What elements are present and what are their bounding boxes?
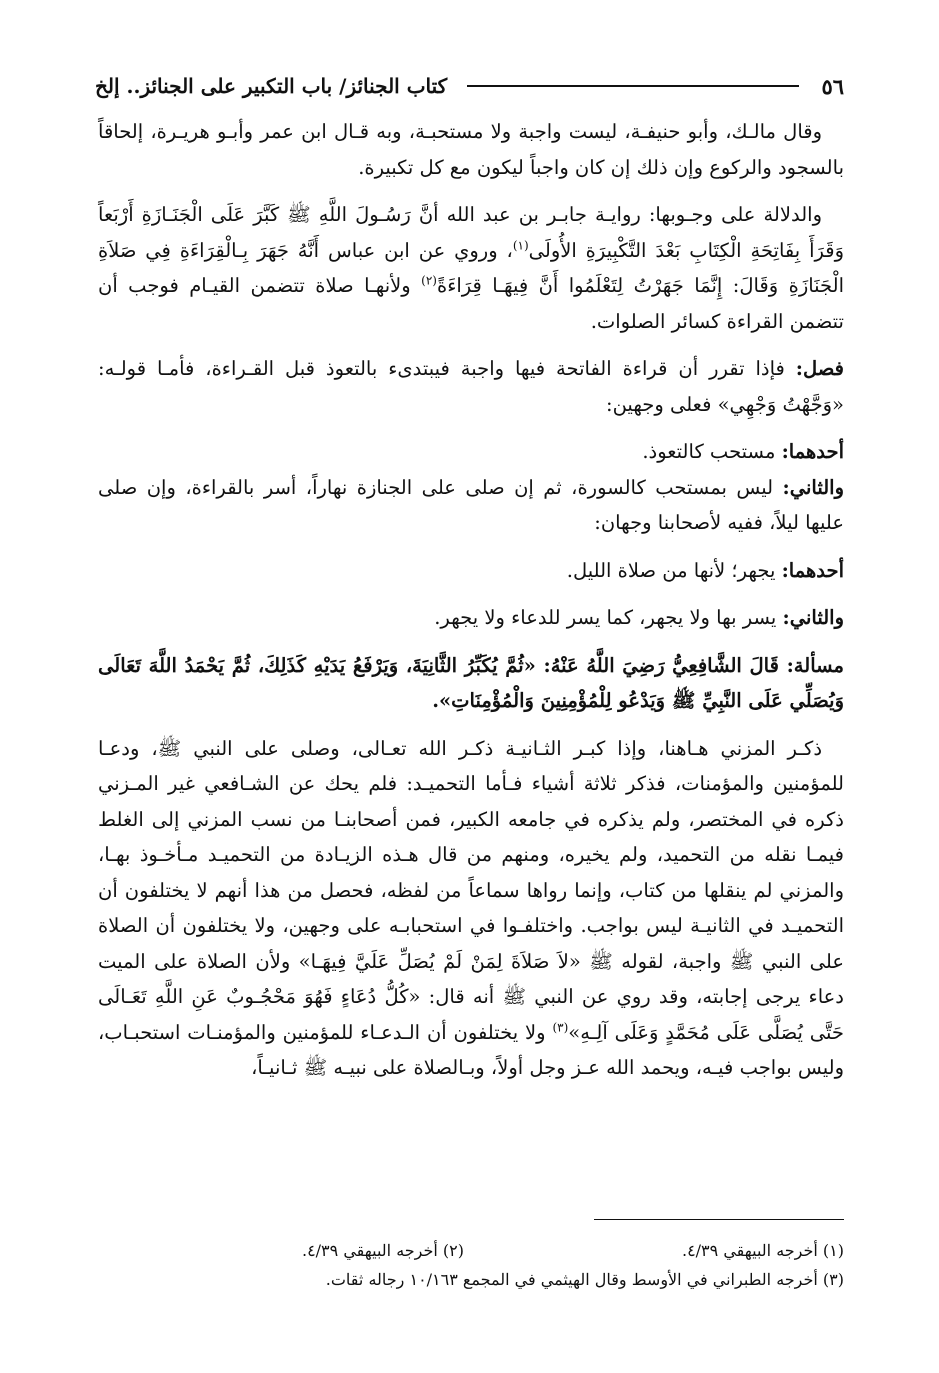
second-opinion-1 [98,470,844,541]
fasl-text: فإذا تقرر أن قراءة الفاتحة فيها واجبة فيبتدىء بالتعوذ قبل القـراءة، فأمـا قولـه: «وَجَّهْتُ وَجْهِي» فعلى وجهين: [98,357,844,416]
second-text-1: ليس بمستحب كالسورة، ثم إن صلى على الجنازة نهاراً، أسر بالقراءة، وإن صلى عليها ليلاً، ففيه لأصحابنا وجهان: [98,475,844,534]
masala-label: مسألة: [786,653,844,677]
footnote-rule [594,1219,844,1220]
page-header [95,66,844,106]
paragraph-2-part-b: ، وروي عن ابن عباس أَنَّهُ جَهَرَ بِـالْقِرَاءَةِ فِي صَلاَةِ الْجَنَازَةِ وَقَالَ: إِنَّمَا جَهَرْتُ لِتَعْلَمُوا أَنَّ فِيهَـا قِرَاءَةً [98,238,845,297]
paragraph-last-part-b: ولا يختلفون أن الـدعـاء للمؤمنين والمؤمنـات استحبـاب، وليس بواجب فيـه، ويحمد الله عـز وجل أولاً، وبـالصلاة على نبيـه ﷺ ثـانيـاً، [98,1020,844,1079]
masala-text: قَالَ الشَّافِعِيُّ رَضِيَ اللَّهُ عَنْهُ: «ثُمَّ يُكَبِّرُ الثَّانِيَةَ، وَيَرْفَعُ يَدَيْهِ كَذَلِكَ، ثُمَّ يَحْمَدُ اللَّهَ تَعَالَى وَيُصَلِّي عَلَى النَّبِيِّ ﷺ وَيَدْعُو لِلْمُؤْمِنِينَ وَالْمُؤْمِنَاتِ». [98,653,844,712]
running-title: كتاب الجنائز/ باب التكبير على الجنائز.. إلخ [95,74,448,98]
paragraph-2-part-a: والدلالة على وجـوبها: روايـة جابـر بن عبد الله أنَّ رَسُـولَ اللَّهِ ﷺ كَبَّرَ عَلَى الْجَنَـازَةِ أَرْبَعاً وَقَرَأَ بِفَاتِحَةِ الْكِتَابِ بَعْدَ التَّكْبِيرَةِ الأُولَى [98,203,845,262]
first-text-2: يجهر؛ لأنها من صلاة الليل. [566,558,782,582]
second-label-2: والثاني: [782,606,844,629]
footnote-1: (١) أخرجه البيهقي ٤/٣٩. [681,1241,844,1260]
paragraph-2 [98,197,844,339]
first-label-1: أحدهما: [781,440,844,463]
masala-paragraph [98,648,844,719]
second-text-2: يسر بها ولا يجهر، كما يسر للدعاء ولا يجهر. [434,606,783,629]
second-label-1: والثاني: [782,475,844,499]
main-text [98,114,844,1098]
footnote-ref-1: (١) [512,238,529,252]
paragraph-1: وقال مالـك، وأبو حنيفـة، ليست واجبة ولا مستحبـة، وبه قـال ابن عمر وأبـو هريـرة، إلحاقاً بالسجود والركوع وإن ذلك إن كان واجباً ليكون مع كل تكبيرة. [98,120,844,179]
paragraph-last-part-a: ذكـر المزني هـاهنا، وإذا كبـر الثـانيـة ذكـر الله تعـالى، وصلى على النبي ﷺ، ودعـا للمؤمنين والمؤمنات، فذكر ثلاثة أشياء فـأما التحميـد: فلم يحك عن الشـافعي غير المـزني ذكره في المختصر، ولم يذكره في جامعه الكبير، فمن أصحابنـا من نسب المزني إلى الغلط فيمـا نقله من التحميد، ولم يخيره، ومنهم من قال هـذه الزيـادة من التحميـد مـأخـوذ بهـا، والمزني لم ينقلها من كتاب، وإنما رواها سماعاً من لفظه، فحصل من هذا أنهم لا يختلفون أن التحميـد في الثانيـة ليس بواجب. واختلفـوا في استحبابـه على وجهين، ولا يختلفون أن الصلاة على النبي ﷺ واجبة، لقوله ﷺ «لاَ صَلاَةَ لِمَنْ لَمْ يُصَلِّ عَلَيَّ فِيهَـا» ولأن الصلاة على الميت دعاء يرجى إجابته، وقد روي عن النبي ﷺ أنه قال: «كُلُّ دُعَاءٍ فَهُوَ مَحْجُـوبٌ عَنِ اللَّهِ تَعَـالَى حَتَّى يُصَلَّى عَلَى مُحَمَّدٍ وَعَلَى آلِـهِ» [98,736,844,1044]
paragraph-2-part-c: ولأنهـا صلاة تتضمن القيـام فوجب أن تتضمن القراءة كسائر الصلوات. [98,274,844,333]
first-opinion-2 [98,553,844,589]
paragraph-last [98,731,844,1086]
fasl-paragraph [98,351,844,422]
first-opinion-1 [98,434,844,470]
footnote-ref-2: (٢) [421,273,437,288]
fasl-label: فصل: [795,357,844,380]
footnote-2: (٢) أخرجه البيهقي ٤/٣٩. [301,1241,464,1260]
header-rule [467,85,799,87]
page-number: ٥٦ [821,73,844,99]
first-text-1: مستحب كالتعوذ. [642,440,782,463]
footnotes [95,1236,844,1294]
second-opinion-2 [98,600,844,636]
footnote-3: (٣) أخرجه الطبراني في الأوسط وقال الهيثمي في المجمع ١٠/١٦٣ رجاله ثقات. [325,1270,844,1289]
first-label-2: أحدهما: [781,558,844,582]
footnote-row [95,1236,844,1265]
footnote-ref-3: (٣) [552,1020,569,1034]
